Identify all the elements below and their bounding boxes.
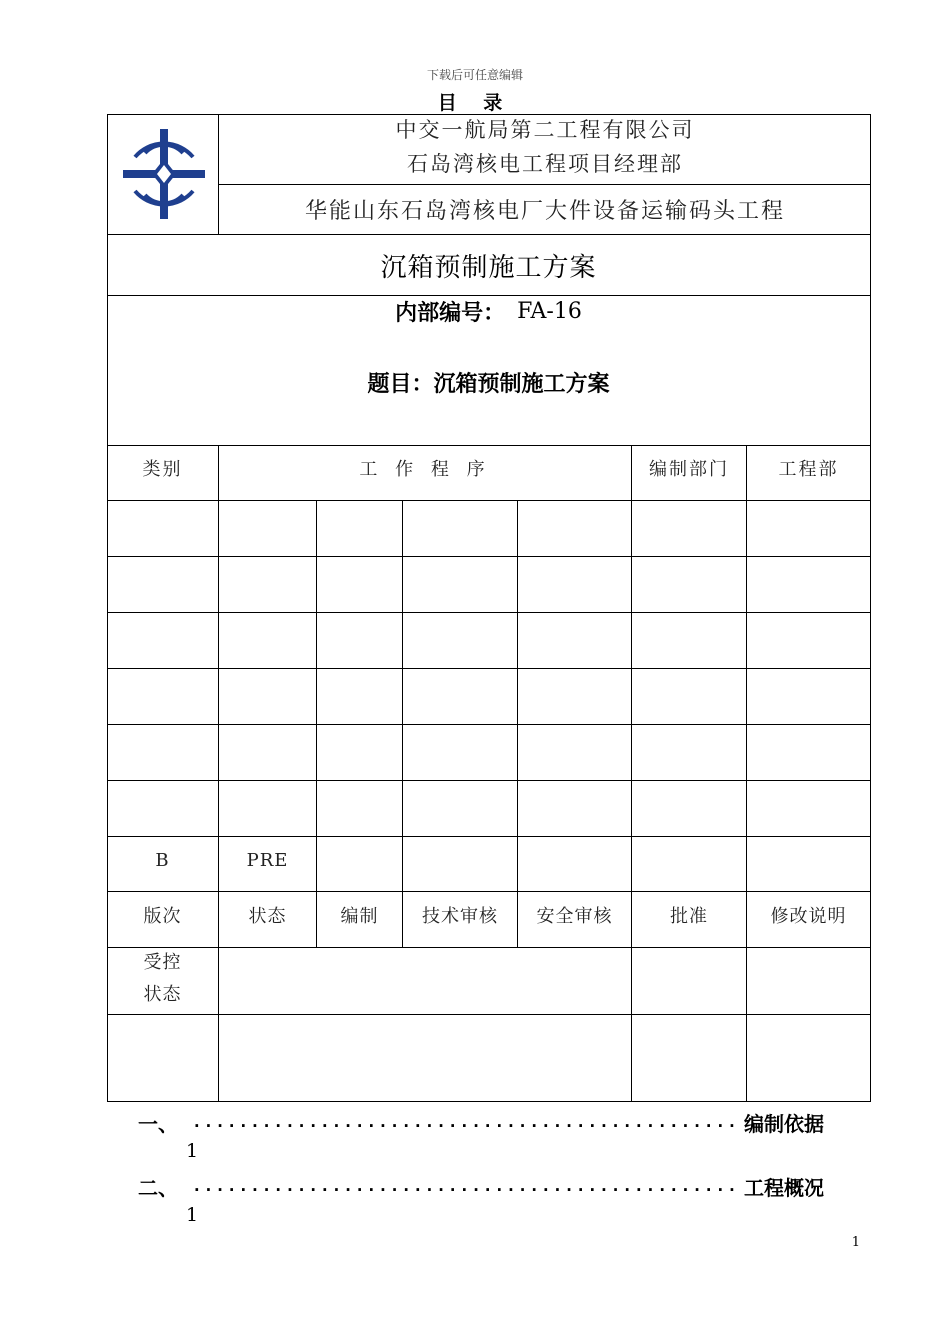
header-category: 类别 — [142, 459, 183, 480]
row-divider — [107, 500, 871, 501]
label-safety-review: 安全审核 — [536, 906, 613, 927]
label-approval: 批准 — [670, 906, 708, 927]
toc-leader-dots: ............................................... — [192, 1112, 739, 1131]
col-divider — [316, 500, 317, 947]
toc-page-number: 1 — [186, 1204, 199, 1226]
toc-number: 二、 — [138, 1176, 178, 1200]
row-divider — [107, 612, 871, 613]
company-name: 中交一航局第二工程有限公司 — [395, 118, 695, 142]
toc-number: 一、 — [138, 1112, 178, 1136]
label-version: 版次 — [143, 906, 182, 927]
row-divider — [107, 668, 871, 669]
row-divider — [107, 1014, 871, 1015]
project-name: 华能山东石岛湾核电厂大件设备运输码头工程 — [304, 198, 785, 224]
label-tech-review: 技术审核 — [422, 906, 498, 927]
version-value: B — [155, 849, 170, 871]
internal-code-label: 内部编号： — [395, 299, 506, 326]
col-divider — [631, 445, 632, 1102]
label-author: 编制 — [340, 906, 379, 927]
internal-code — [107, 294, 870, 328]
col-divider — [218, 445, 219, 1102]
header-procedure: 工 作 程 序 — [359, 459, 491, 480]
row-divider — [107, 556, 871, 557]
col-divider — [402, 500, 403, 947]
control-status-label-2: 状态 — [143, 984, 182, 1005]
internal-code-value: FA-16 — [517, 298, 582, 324]
status-value: PRE — [246, 849, 289, 871]
plan-title: 沉箱预制施工方案 — [380, 252, 597, 283]
department-name: 石岛湾核电工程项目经理部 — [407, 152, 683, 176]
table-border-right — [870, 114, 871, 1102]
toc-title[interactable]: 工程概况 — [744, 1176, 824, 1200]
logo-divider — [218, 114, 219, 234]
toc-heading: 目 录 — [437, 92, 513, 114]
toc-title[interactable]: 编制依据 — [744, 1112, 824, 1136]
company-divider — [218, 184, 870, 185]
row-divider — [107, 234, 871, 235]
row-divider — [107, 780, 871, 781]
control-status-label-1: 受控 — [143, 952, 182, 973]
page-number: 1 — [851, 1235, 860, 1250]
row-divider — [107, 724, 871, 725]
document-topic: 题目：沉箱预制施工方案 — [367, 370, 610, 397]
company-logo-icon — [121, 127, 207, 221]
header-dept: 编制部门 — [649, 459, 729, 480]
col-divider — [517, 500, 518, 947]
col-divider — [746, 445, 747, 1102]
toc-page-number: 1 — [186, 1140, 199, 1162]
row-divider — [107, 947, 871, 948]
table-border-bottom — [107, 1101, 871, 1102]
label-revision-notes: 修改说明 — [770, 906, 847, 927]
header-dept-value: 工程部 — [778, 459, 839, 480]
watermark-text: 下载后可任意编辑 — [426, 68, 523, 82]
toc-leader-dots: ............................................... — [192, 1176, 739, 1195]
label-status: 状态 — [248, 906, 287, 927]
